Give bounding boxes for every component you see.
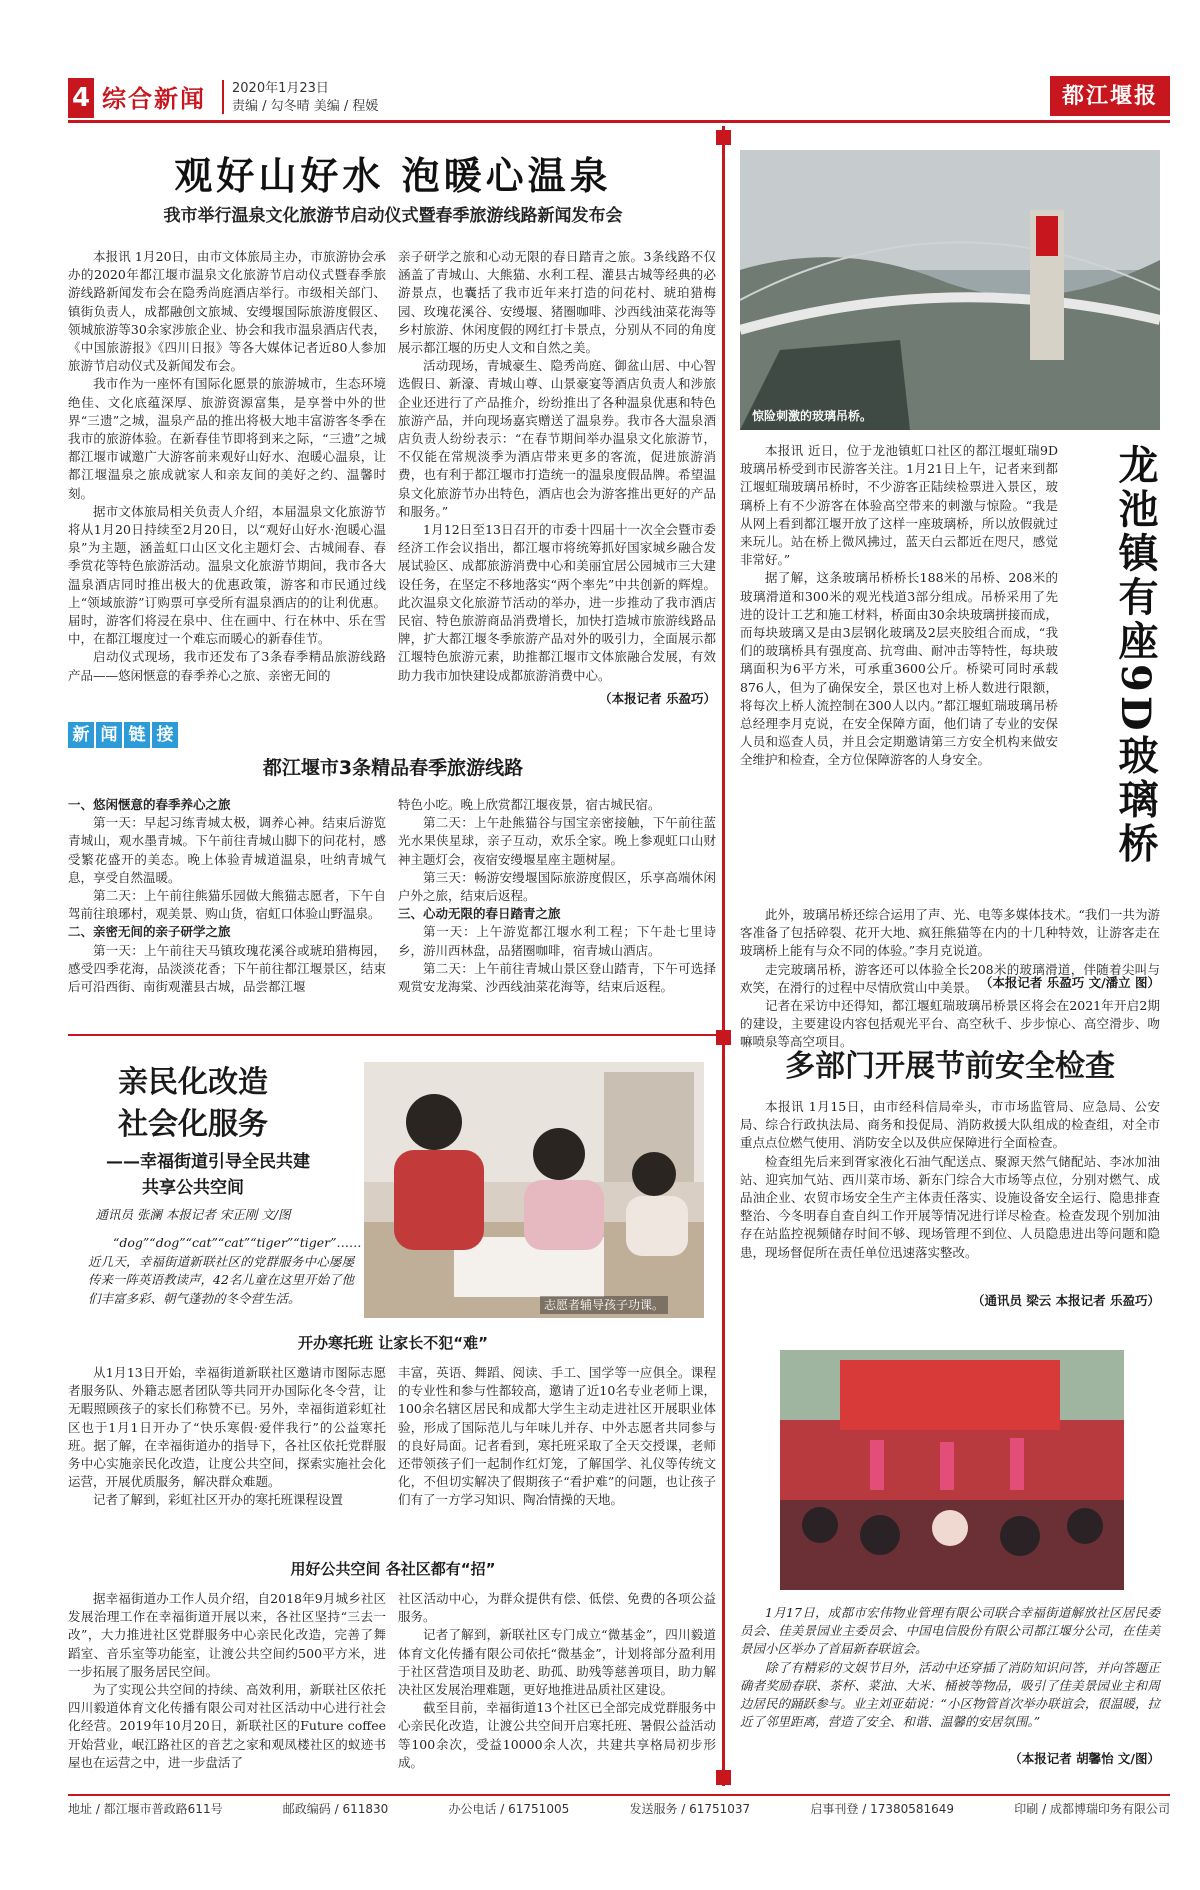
paragraph: 据了解，这条玻璃吊桥桥长188米的吊桥、208米的玻璃滑道和300米的观光栈道3部分组成。吊桥采用了先进的设计工艺和施工材料，桥面由30余块玻璃拼接而成，而每块玻璃又是由3层钢化玻璃及2层夹胶组合而成，“我们的玻璃桥具有强度高、抗弯曲、耐冲击等特性，每块玻璃面积为6平方米，可承重3600公斤。桥梁可同时承载876人，但为了确保安全，景区也对上桥人数进行限额，将每次上桥人流控制在300人以内。”都江堰虹瑞玻璃吊桥总经理李月克说，在安全保障方面，他们请了专业的安保人员和巡查人员，并且会定期邀请第三方安全机构来做安全维护和检查，全方位保障游客的人身安全。 xyxy=(740,570,1058,768)
article-body-column xyxy=(68,1590,386,1772)
article-body-column xyxy=(740,1098,1160,1262)
paragraph: 本报讯 近日，位于龙池镇虹口社区的都江堰虹瑞9D玻璃吊桥受到市民游客关注。1月21日上午，记者来到都江堰虹瑞玻璃吊桥时，不少游客正陆续检票进入景区，玻璃桥上有不少游客在体验高空带来的刺激与惊险。“我是从网上看到都江堰开放了这样一座玻璃桥，所以放假就过来玩儿。站在桥上微风拂过，蓝天白云都近在咫尺，感觉非常好。” xyxy=(740,443,1058,568)
route-heading: 一、悠闲惬意的春季养心之旅 xyxy=(68,797,231,812)
photo-illustration xyxy=(364,1062,704,1318)
footer-rule xyxy=(68,1794,1170,1796)
paragraph: 记者了解到，彩虹社区开办的寒托班课程设置 xyxy=(93,1492,344,1508)
tag-char: 链 xyxy=(124,722,150,748)
paragraph: 走完玻璃吊桥，游客还可以体验全长208米的玻璃滑道，伴随着尖叫与欢笑，在滑行的过程中尽情欣赏山中美景。 xyxy=(740,961,1160,995)
paragraph: 除了有精彩的文娱节目外，活动中还穿插了消防知识问答，并向答题正确者奖励春联、茶杯、菜油、大米、桶被等物品，吸引了佳美景园业主和周边居民的踊跃参与。业主刘亚茹说：“小区物管首次举办联谊会，很温暖，拉近了邻里距离，营造了安全、和谐、温馨的安居氛围。” xyxy=(740,1659,1160,1730)
route-heading: 二、亲密无间的亲子研学之旅 xyxy=(68,924,231,940)
paragraph: 第一天：上午前往天马镇玫瑰花溪谷或琥珀猎梅园，感受四季花海，品淡淡花香；下午前往都江堰景区，结束后可沿西街、南街观灌县古城，品尝都江堰 xyxy=(68,942,386,995)
issue-date: 2020年1月23日 xyxy=(232,81,329,96)
paragraph: 启动仪式现场，我市还发布了3条春季精品旅游线路产品——悠闲惬意的春季养心之旅、亲密无间的 xyxy=(68,649,386,683)
news-link-tag xyxy=(68,722,180,748)
route-heading: 三、心动无限的春日踏青之旅 xyxy=(398,906,561,922)
editor-credits: 责编 / 勾冬晴 美编 / 程媛 xyxy=(232,99,379,114)
photo-illustration xyxy=(740,150,1160,430)
footer-postcode: 邮政编码 / 611830 xyxy=(282,1802,389,1816)
paragraph: 1月12日至13日召开的市委十四届十一次全会暨市委经济工作会议指出，都江堰市将统筹抓好国家城乡融合发展试验区、成都旅游消费中心和美丽宜居公园城市三大建设任务，在坚定不移地落实“两个率先”中共创新的辉煌。此次温泉文化旅游节活动的举办，进一步推动了我市酒店民宿、特色旅游商品消费增长，加快打造城市旅游线路品牌，扩大都江堰冬季旅游产品对外的吸引力，全面展示都江堰特色旅游元素，助推都江堰市文体旅融合发展，有效助力我市加快建设成都旅游消费中心。 xyxy=(398,522,716,683)
paragraph: 本报讯 1月20日，由市文体旅局主办，市旅游协会承办的2020年都江堰市温泉文化旅游节启动仪式暨春季旅游线路新闻发布会在隐秀尚庭酒店举行。市级相关部门、镇街负责人，成都融创文旅城、安缦堰国际旅游度假区、领城旅游等30余家涉旅企业、协会和我市温泉酒店代表，《中国旅游报》《四川日报》等各大媒体记者近80人参加旅游节启动仪式及新闻发布会。 xyxy=(68,249,386,374)
feature-subheadline: 共享公共空间 xyxy=(142,1178,244,1198)
divider-marker xyxy=(716,130,731,145)
paragraph: 亲子研学之旅和心动无限的春日踏青之旅。3条线路不仅涵盖了青城山、大熊猫、水利工程、灌县古城等经典的必游景点，也囊括了我市近年来打造的问花村、琥珀猎梅园、玫瑰花溪谷、安缦堰、猪圈咖啡、沙西线油菜花海等乡村旅游、休闲度假的网红打卡景点，分别从不同的角度展示都江堰的历史人文和自然之美。 xyxy=(398,249,716,356)
article-subheadline: 我市举行温泉文化旅游节启动仪式暨春季旅游线路新闻发布会 xyxy=(163,206,623,226)
photo-caption: 惊险刺激的玻璃吊桥。 xyxy=(752,409,873,423)
paragraph: 特色小吃。晚上欣赏都江堰夜景，宿古城民宿。 xyxy=(398,797,661,812)
section-heading: 用好公共空间 各社区都有“招” xyxy=(290,1560,496,1578)
paragraph: 据市文体旅局相关负责人介绍，本届温泉文化旅游节将从1月20日持续至2月20日，以“观好山好水·泡暖心温泉”为主题，涵盖虹口山区文化主题灯会、古城闹春、春季赏花等特色旅游活动。温泉文化旅游节期间，我市各大温泉酒店同时推出极大的优惠政策，游客和市民通过线上“领域旅游”订购票可享受所有温泉酒店的的让利优惠。届时，游客们将浸在泉中、住在画中、行在林中、乐在雪中，在都江堰度过一个难忘而暖心的新春佳节。 xyxy=(68,503,386,647)
footer-printer: 印刷 / 成都博瑞印务有限公司 xyxy=(1014,1802,1170,1816)
article-credit: （本报记者 乐盈巧 文/潘立 图） xyxy=(979,975,1160,990)
feature-headline: 社会化服务 xyxy=(118,1107,268,1142)
photo-volunteer-tutoring xyxy=(364,1062,704,1318)
article-headline: 龙池镇有座9D玻璃桥 xyxy=(1112,444,1159,867)
article-credit: （本报记者 胡馨怡 文/图） xyxy=(1009,1751,1160,1766)
paragraph: 1月17日，成都市宏伟物业管理有限公司联合幸福街道解放社区居民委员会、佳美景园业主委员会、中国电信股份有限公司都江堰分公司，在佳美景园小区举办了首届新春联谊会。 xyxy=(740,1605,1160,1657)
article-body-column xyxy=(398,248,716,685)
paragraph: 第二天：上午前往青城山景区登山踏青，下午可选择观赏安龙海棠、沙西线油菜花海等，结束后返程。 xyxy=(398,960,716,995)
news-link-column xyxy=(398,796,716,996)
photo-illustration xyxy=(780,1350,1124,1590)
paragraph: 第三天：畅游安缦堰国际旅游度假区，乐享高端休闲户外之旅，结束后返程。 xyxy=(398,869,716,904)
paragraph: 记者了解到，新联社区专门成立“微基金”，四川毅道体育文化传播有限公司依托“微基金”，计划将部分盈利用于社区营造项目及助老、助孤、助残等慈善项目，助力解决社区发展治理难题，更好地推进品质社区建设。 xyxy=(398,1627,716,1698)
column-divider xyxy=(722,126,725,1786)
paragraph: 此外，玻璃吊桥还综合运用了声、光、电等多媒体技术。“我们一共为游客准备了包括碎裂、花开大地、疯狂熊猫等在内的十几种特效，让游客走在玻璃桥上能有与众不同的体验。”李月克说道。 xyxy=(740,907,1160,959)
tag-char: 闻 xyxy=(96,722,122,748)
section-rule xyxy=(68,1034,718,1036)
tag-char: 接 xyxy=(152,722,178,748)
paragraph: 第二天：上午赴熊猫谷与国宝亲密接触，下午前往蓝光水果侠星球，亲子互动，欢乐全家。晚上参观虹口山财神主题灯会，夜宿安缦堰星座主题树屋。 xyxy=(398,815,716,867)
article-headline: 观好山好水 泡暖心温泉 xyxy=(174,153,612,198)
photo-caption: 志愿者辅导孩子功课。 xyxy=(540,1296,668,1314)
paragraph: 我市作为一座怀有国际化愿景的旅游城市，生态环境绝佳、文化底蕴深厚、旅游资源富集，是享誉中外的世界“三遗”之城，温泉产品的推出将极大地丰富游客冬季在我市的旅游体验。在新春佳节即将到来之际，“三遗”之城都江堰市诚邀广大游客前来观好山好水、泡暖心温泉，让都江堰温泉之旅成就家人和亲友间的美好之约、温馨时刻。 xyxy=(68,376,386,501)
paragraph: 本报讯 1月15日，由市经科信局牵头，市市场监管局、应急局、公安局、综合行政执法局、商务和投促局、消防救援大队组成的检查组，对全市重点点位燃气使用、消防安全以及供应保障进行全面检查。 xyxy=(740,1099,1160,1151)
paragraph: 从1月13日开始，幸福街道新联社区邀请市图际志愿者服务队、外籍志愿者团队等共同开办国际化冬令营，让无暇照顾孩子的家长们称赞不已。另外，幸福街道彩虹社区也于1月1日开办了“快乐寒假·爱伴我行”的公益寒托班。据了解，在幸福街道办的指导下，各社区依托党群服务中心实施亲民化改造，让度公共空间，探索实施社会化运营，开展优质服务，解决群众难题。 xyxy=(68,1365,386,1490)
article-credit: （本报记者 乐盈巧） xyxy=(599,691,716,706)
article-body-column xyxy=(398,1364,716,1510)
paragraph: 社区活动中心，为群众提供有偿、低偿、免费的各项公益服务。 xyxy=(398,1591,716,1625)
header-rule xyxy=(68,120,1170,123)
tag-char: 新 xyxy=(68,722,94,748)
byline: 通讯员 张澜 本报记者 宋正刚 文/图 xyxy=(95,1207,291,1222)
paragraph: 据幸福街道办工作人员介绍，自2018年9月城乡社区发展治理工作在幸福街道开展以来，各社区坚持“三去一改”，大力推进社区党群服务中心亲民化改造，完善了舞蹈室、音乐室等功能室，让渡公共空间约500平方米，进一步拓展了服务居民空间。 xyxy=(68,1591,386,1679)
feature-subheadline: ——幸福街道引导全民共建 xyxy=(106,1152,310,1172)
page-number: 4 xyxy=(68,78,94,118)
paragraph: 记者在采访中还得知，都江堰虹瑞玻璃吊桥景区将会在2021年开启2期的建设，主要建设内容包括观光平台、高空秋千、步步惊心、高空滑步、吻嘛喷泉等高空项目。 xyxy=(740,998,1160,1050)
newspaper-logo: 都江堰报 xyxy=(1050,76,1170,116)
paragraph: 活动现场，青城豪生、隐秀尚庭、御盆山居、中心智选假日、新濠、青城山尊、山景豪宴等酒店负责人和涉旅企业还进行了产品推介，纷纷推出了各种温泉优惠和特色旅游产品，并向现场嘉宾赠送了温泉券。我市各大温泉酒店负责人纷纷表示：“在春节期间举办温泉文化旅游节，不仅能在常规淡季为酒店带来更多的客流，促进旅游消费，也有利于都江堰市打造统一的温泉度假品牌。希望温泉文化旅游节办出特色，酒店也会为游客推出更好的产品和服务。” xyxy=(398,358,716,519)
news-link-column xyxy=(68,796,386,996)
article-body-column xyxy=(68,1364,386,1510)
header-divider xyxy=(222,80,224,114)
divider-marker xyxy=(716,1030,731,1045)
footer-office-phone: 办公电话 / 61751005 xyxy=(448,1802,570,1816)
photo-glass-bridge xyxy=(740,150,1160,430)
divider-marker xyxy=(716,1770,731,1785)
paragraph: 检查组先后来到胥家液化石油气配送点、聚源天然气储配站、李冰加油站、迎宾加气站、西川菜市场、新东门综合大市场等点位，分别对燃气、成品油企业、农贸市场安全生产主体责任落实、设施设备安全运行、隐患排查整治、今冬明春自查自纠工作开展等情况进行详尽检查。检查发现个别加油存在站监控视频储存时间不够、现场管理不到位、人员隐患进出等问题和隐患，现场督促所在责任单位迅速落实整改。 xyxy=(740,1153,1160,1260)
article-body-column xyxy=(68,248,386,685)
article-headline: 多部门开展节前安全检查 xyxy=(785,1049,1115,1084)
article-body-column xyxy=(398,1590,716,1772)
footer-notice: 启事刊登 / 17380581649 xyxy=(810,1802,955,1816)
paragraph: 第一天：上午游览都江堰水利工程；下午赴七里诗乡，游川西林盘，品猪圈咖啡，宿青城山酒店。 xyxy=(398,924,716,958)
feature-intro: “dog”“dog”“cat”“cat”“tiger”“tiger”……近几天，幸福街道新联社区的党群服务中心屡屡传来一阵英语教读声，42名儿童在这里开始了他们丰富多彩、朝气蓬勃的冬令营生活。 xyxy=(88,1235,362,1306)
section-title: 综合新闻 xyxy=(102,85,206,113)
photo-new-year-party xyxy=(780,1350,1124,1590)
paragraph: 为了实现公共空间的持续、高效利用，新联社区依托四川毅道体育文化传播有限公司对社区活动中心进行社会化经营。2019年10月20日，新联社区的Future coffee开始营业，岷江路社区的音艺之家和观凤楼社区的蚁迹书屋也在运营之中，进一步盘活了 xyxy=(68,1682,386,1770)
paragraph: 第一天：早起习练青城太极，调养心神。结束后游览青城山，观水墨青城。下午前往青城山脚下的问花村，感受繁花盛开的美态。晚上体验青城道温泉，吐纳青城气息，享受自然温暖。 xyxy=(68,815,386,885)
footer-address: 地址 / 都江堰市普政路611号 xyxy=(68,1802,223,1816)
feature-headline: 亲民化改造 xyxy=(118,1065,268,1100)
paragraph: 截至目前，幸福街道13个社区已全部完成党群服务中心亲民化改造，让渡公共空间开启寒托班、暑假公益活动等100余次，受益10000余人次，共建共享格局初步形成。 xyxy=(398,1700,716,1770)
footer-distribution: 发送服务 / 61751037 xyxy=(629,1802,751,1816)
footer xyxy=(68,1800,1170,1818)
article-body-column xyxy=(740,442,1058,770)
news-link-title: 都江堰市3条精品春季旅游线路 xyxy=(262,757,524,779)
photo-caption-text xyxy=(740,1604,1160,1731)
paragraph: 第二天：上午前往熊猫乐园做大熊猫志愿者，下午自驾前往琅琊村，观美景、购山货，宿虹口体验山野温泉。 xyxy=(68,888,386,922)
paragraph: 丰富，英语、舞蹈、阅读、手工、国学等一应俱全。课程的专业性和参与性都较高，邀请了近10名专业老师上课，100余名辖区居民和成都大学生主动走进社区开展职业体验，形成了国际范儿与年味儿并存、中外志愿者共同参与的良好局面。记者看到，寒托班采取了全天交授课，老师还带领孩子们一起制作红灯笼，了解国学、礼仪等传统文化，不但切实解决了假期孩子“看护难”的问题，也让孩子们有了一方学习知识、陶冶情操的天地。 xyxy=(398,1365,716,1508)
article-credit: （通讯员 梁云 本报记者 乐盈巧） xyxy=(971,1293,1160,1308)
section-heading: 开办寒托班 让家长不犯“难” xyxy=(298,1334,488,1352)
